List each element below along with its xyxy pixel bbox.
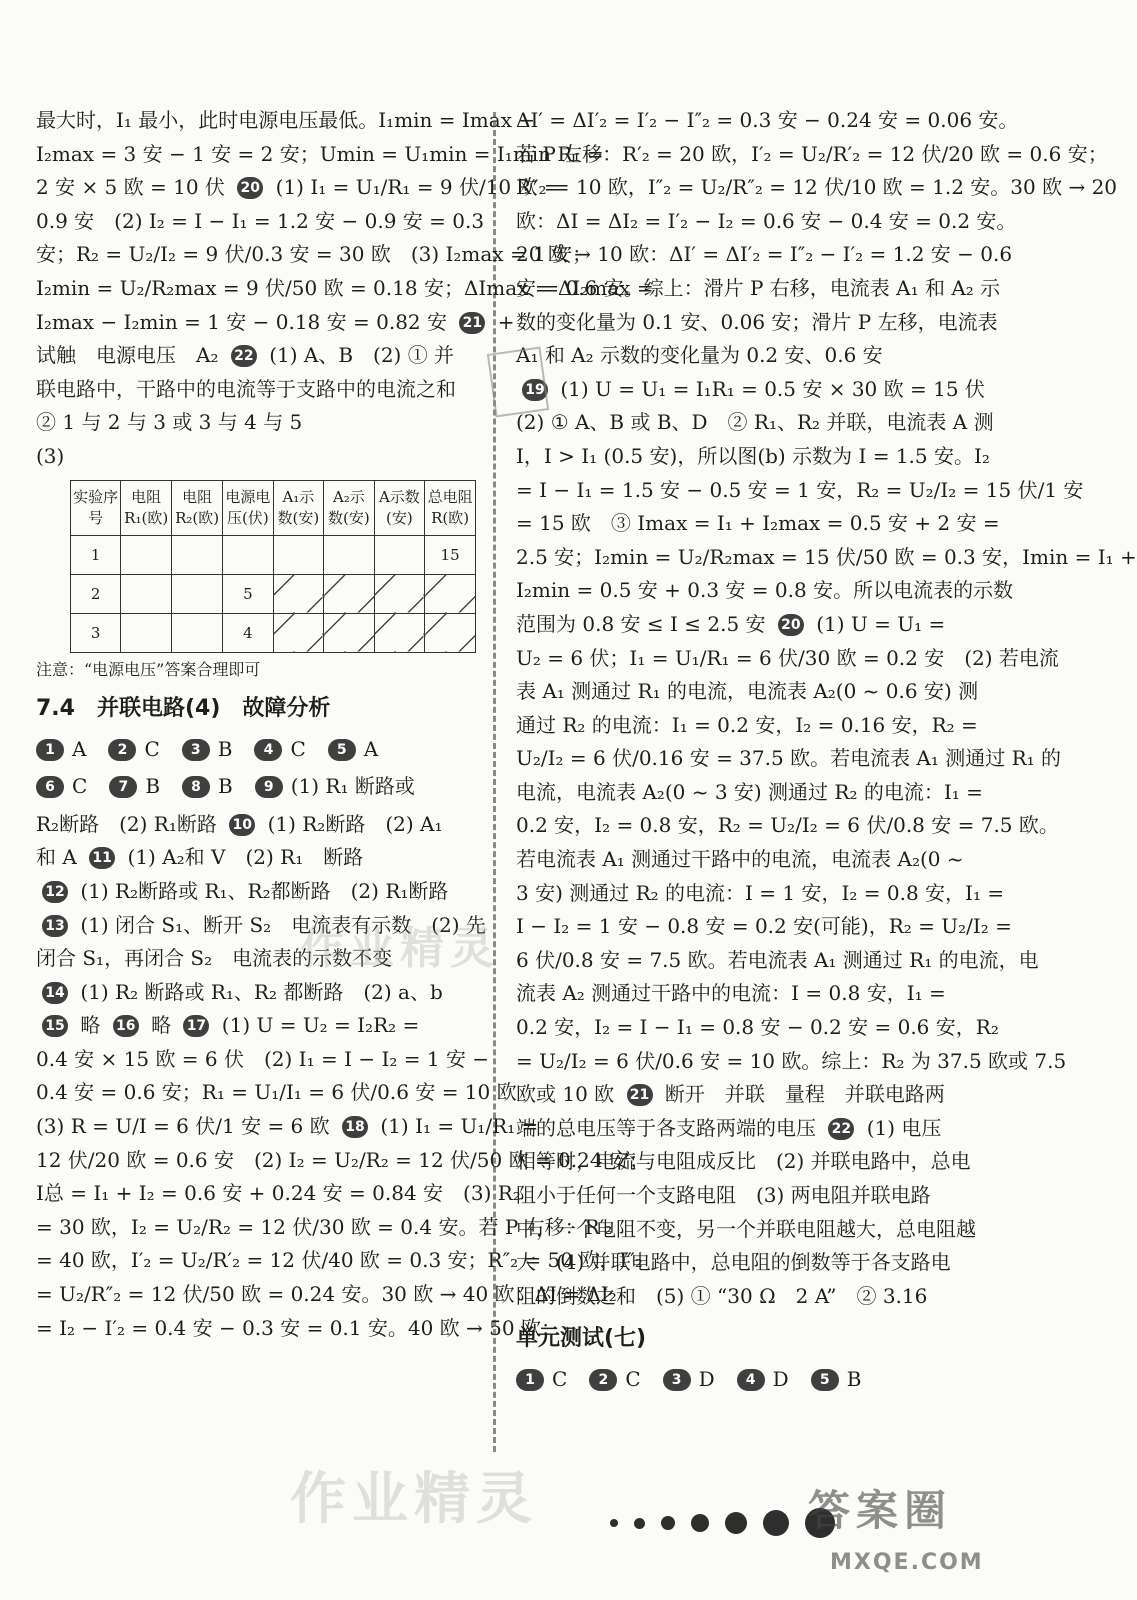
text-line: 14 (1) R₂ 断路或 R₁、R₂ 都断路 (2) a、b: [36, 976, 476, 1010]
table-cell: 5: [223, 574, 274, 613]
text-line: 相等时，电流与电阻成反比 (2) 并联电路中，总电: [516, 1149, 971, 1174]
table-cell: [121, 574, 172, 613]
table-cell: [172, 535, 223, 574]
watermark: 作业精灵: [290, 1467, 538, 1532]
table-cell: [223, 535, 274, 574]
text-line: 0.9 安 (2) I₂ = I − I₁ = 1.2 安 − 0.9 安 = 0.3: [36, 208, 485, 233]
question-number-badge: 21: [627, 1084, 653, 1106]
question-number-badge: 20: [778, 614, 804, 636]
text-line: 13 (1) 闭合 S₁、断开 S₂ 电流表有示数 (2) 先: [36, 909, 476, 943]
text-line: 欧或 10 欧 21 断开 并联 量程 并联电路两: [516, 1082, 945, 1107]
mcq-answer: 6 C: [36, 770, 87, 804]
table-cell: 15: [425, 535, 476, 574]
table-note: 注意：“电源电压”答案合理即可: [36, 659, 261, 679]
table-cell: [374, 535, 425, 574]
table-row: [71, 535, 476, 574]
question-number-badge: 19: [522, 379, 548, 401]
text-line: = 40 欧，I′₂ = U₂/R′₂ = 12 伏/40 欧 = 0.3 安；R″₂ = 50 欧，I″₂: [36, 1248, 643, 1273]
question-number-badge: 12: [42, 881, 68, 903]
hatched-cell: [425, 613, 476, 652]
text-line: I总 = I₁ + I₂ = 0.6 安 + 0.24 安 = 0.84 安 (3) R₂: [36, 1181, 521, 1206]
mcq-answer: 7 B: [109, 770, 160, 804]
section-title: 7.4 并联电路(4) 故障分析: [36, 695, 331, 721]
text-line: I，I > I₁ (0.5 安)，所以图(b) 示数为 I = 1.5 安。I₂: [516, 443, 990, 468]
question-number-badge: 13: [42, 915, 68, 937]
text-line: 阻小于任何一个支路电阻 (3) 两电阻并联电路: [516, 1183, 931, 1207]
text-line: I₂min = U₂/R₂max = 9 伏/50 欧 = 0.18 安；ΔImax = ΔI₂max =: [36, 275, 654, 300]
text-line: 2.5 安；I₂min = U₂/R₂max = 15 伏/50 欧 = 0.3 安，Imin = I₁ +: [516, 544, 1137, 569]
text-line: A₁ 和 A₂ 示数的变化量为 0.2 安、0.6 安: [516, 343, 883, 368]
mcq-answer: 3 D: [663, 1363, 715, 1397]
text-line: 0.2 安，I₂ = I − I₁ = 0.8 安 − 0.2 安 = 0.6 安，R₂: [516, 1015, 999, 1040]
hatched-cell: [374, 613, 425, 652]
table-cell: 3: [71, 613, 121, 652]
text-line: U₂ = 6 伏；I₁ = U₁/R₁ = 6 伏/30 欧 = 0.2 安 (2) 若电流: [516, 645, 1059, 670]
text-line: = 15 欧 ③ Imax = I₁ + I₂max = 0.5 安 + 2 安 =: [516, 511, 1000, 536]
text-line: U₂/I₂ = 6 伏/0.16 安 = 37.5 欧。若电流表 A₁ 测通过 R₁ 的: [516, 746, 1062, 771]
question-number-badge: 21: [459, 312, 485, 334]
text-line: 端的总电压等于各支路两端的电压 22 (1) 电压: [516, 1115, 942, 1140]
watermark-logo: 答案圈: [808, 1486, 953, 1535]
text-line: ΔI′ = ΔI′₂ = I′₂ − I″₂ = 0.3 安 − 0.24 安 = 0.06 安。: [516, 108, 1019, 132]
question-number-badge: 11: [89, 847, 115, 869]
faded-stamp: [487, 347, 549, 418]
text-line: 通过 R₂ 的电流：I₁ = 0.2 安，I₂ = 0.16 安，R₂ =: [516, 712, 978, 737]
text-line: 电流，电流表 A₂(0 ~ 3 安) 测通过 R₂ 的电流：I₁ =: [516, 779, 983, 804]
hatched-cell: [273, 574, 324, 613]
text-line: 19 (1) U = U₁ = I₁R₁ = 0.5 安 × 30 欧 = 15 伏: [516, 373, 968, 407]
table-header: 实验序号: [71, 480, 121, 535]
text-line: 12 (1) R₂断路或 R₁、R₂都断路 (2) R₁断路: [36, 875, 476, 909]
text-line: 若 P 左移：R′₂ = 20 欧，I′₂ = U₂/R′₂ = 12 伏/20 欧 = 0.6 安；: [516, 141, 1108, 166]
decorative-dots: [610, 1508, 835, 1538]
text-line: 2 安 × 5 欧 = 10 伏 20 (1) I₁ = U₁/R₁ = 9 伏/10 欧 =: [36, 175, 561, 200]
text-line: 闭合 S₁，再闭合 S₂ 电流表的示数不变: [36, 946, 393, 971]
unit-test-title: 单元测试(七): [516, 1326, 647, 1352]
dot-icon: [763, 1510, 789, 1536]
question-number-badge: 22: [231, 345, 257, 367]
text-line: 中，一个电阻不变，另一个并联电阻越大，总电阻越: [516, 1216, 976, 1241]
question-number-badge: 14: [42, 982, 68, 1004]
question-number-badge: 20: [237, 177, 263, 199]
mcq-answer: 1 C: [516, 1363, 567, 1397]
text-line: R″₂ = 10 欧，I″₂ = U₂/R″₂ = 12 伏/10 欧 = 1.2 安。30 欧 → 20: [516, 175, 1118, 200]
text-line: 0.4 安 = 0.6 安；R₁ = U₁/I₁ = 6 伏/0.6 安 = 10 欧: [36, 1080, 517, 1105]
text-line: 流表 A₂ 测通过干路中的电流：I = 0.8 安，I₁ =: [516, 981, 946, 1006]
mcq-answer: 4 D: [737, 1363, 789, 1397]
text-line: 20 欧 → 10 欧：ΔI′ = ΔI′₂ = I″₂ − I′₂ = 1.2 安 − 0.6: [516, 242, 1013, 267]
watermark: 作业精灵: [300, 923, 500, 974]
table-cell: [172, 574, 223, 613]
table-cell: 2: [71, 574, 121, 613]
table-header: A₂示数(安): [324, 480, 375, 535]
dot-icon: [661, 1516, 675, 1530]
hatched-cell: [425, 574, 476, 613]
table-header: 电源电压(伏): [223, 480, 274, 535]
text-line: I₂max − I₂min = 1 安 − 0.18 安 = 0.82 安 21 +: [36, 309, 515, 334]
mcq-answer: 5 A: [328, 733, 378, 767]
dot-icon: [691, 1514, 709, 1532]
text-line: 12 伏/20 欧 = 0.6 安 (2) I₂ = U₂/R₂ = 12 伏/50 欧 = 0.24 安；: [36, 1147, 649, 1172]
mcq-answers-row: [516, 1363, 968, 1397]
question-number-badge: 10: [229, 814, 255, 836]
text-line: I − I₂ = 1 安 − 0.8 安 = 0.2 安(可能)，R₂ = U₂/I₂ =: [516, 914, 1012, 939]
table-cell: 4: [223, 613, 274, 652]
table-cell: [273, 535, 324, 574]
text-line: = I₂ − I′₂ = 0.4 安 − 0.3 安 = 0.1 安。40 欧 → 50 欧：: [36, 1315, 561, 1340]
mcq-answer: 1 A: [36, 733, 86, 767]
text-line: (2) ① A、B 或 B、D ② R₁、R₂ 并联，电流表 A 测: [516, 410, 994, 435]
dot-icon: [634, 1518, 645, 1529]
text-line: 0.2 安，I₂ = 0.8 安，R₂ = U₂/I₂ = 6 伏/0.8 安 = 7.5 欧。: [516, 813, 1059, 838]
text-line: R₂断路 (2) R₁断路 10 (1) R₂断路 (2) A₁: [36, 811, 443, 836]
table-header: A示数(安): [374, 480, 425, 535]
text-line: 安 = 0.6 安。综上：滑片 P 右移，电流表 A₁ 和 A₂ 示: [516, 275, 1001, 300]
mcq-answer: 2 C: [108, 733, 159, 767]
mcq-answer: 8 B: [182, 770, 233, 804]
mcq-answer: 9 (1) R₁ 断路或: [255, 770, 415, 804]
text-line: 表 A₁ 测通过 R₁ 的电流，电流表 A₂(0 ~ 0.6 安) 测: [516, 679, 979, 704]
table-cell: [172, 613, 223, 652]
text-line: 15 略 16 略 17 (1) U = U₂ = I₂R₂ =: [36, 1009, 476, 1043]
table-header: A₁示数(安): [273, 480, 324, 535]
watermark-url: MXQE.COM: [830, 1550, 984, 1575]
mcq-answers-row: [36, 733, 476, 767]
text-line: I₂min = 0.5 安 + 0.3 安 = 0.8 安。所以电流表的示数: [516, 578, 1014, 603]
table-row: [71, 613, 476, 652]
text-line: = U₂/R″₂ = 12 伏/50 欧 = 0.24 安。30 欧 → 40 欧：ΔI = ΔI₂: [36, 1282, 617, 1307]
mcq-answer: 4 C: [254, 733, 305, 767]
text-line: 6 伏/0.8 安 = 7.5 欧。若电流表 A₁ 测通过 R₁ 的电流，电: [516, 947, 1039, 972]
text-line: 安；R₂ = U₂/I₂ = 9 伏/0.3 安 = 30 欧 (3) I₂max = 1 安；: [36, 242, 593, 267]
text-line: 联电路中，干路中的电流等于支路中的电流之和: [36, 376, 456, 401]
text-line: 0.4 安 × 15 欧 = 6 伏 (2) I₁ = I − I₂ = 1 安 −: [36, 1046, 490, 1071]
text-line: 试触 电源电压 A₂ 22 (1) A、B (2) ① 并: [36, 343, 455, 368]
text-line: 欧：ΔI = ΔI₂ = I′₂ − I₂ = 0.6 安 − 0.4 安 = 0.2 安。: [516, 208, 1017, 233]
text-line: 大 (4) 并联电路中，总电阻的倒数等于各支路电: [516, 1250, 951, 1275]
text-line: = U₂/I₂ = 6 伏/0.6 安 = 10 欧。综上：R₂ 为 37.5 欧或 7.5: [516, 1048, 1067, 1073]
text-line: = I − I₁ = 1.5 安 − 0.5 安 = 1 安，R₂ = U₂/I₂ = 15 伏/1 安: [516, 477, 1084, 502]
text-line: 阻的倒数之和 (5) ① “30 Ω 2 A” ② 3.16: [516, 1283, 928, 1308]
text-line: (3) R = U/I = 6 伏/1 安 = 6 欧 18 (1) I₁ = U₁/R₁ =: [36, 1114, 539, 1139]
text-line: 范围为 0.8 安 ≤ I ≤ 2.5 安 20 (1) U = U₁ =: [516, 611, 946, 636]
text-line: ② 1 与 2 与 3 或 3 与 4 与 5: [36, 410, 303, 435]
text-line: 若电流表 A₁ 测通过干路中的电流，电流表 A₂(0 ~: [516, 847, 964, 872]
table-header: 电阻R₂(欧): [172, 480, 223, 535]
table-header: 总电阻R(欧): [425, 480, 476, 535]
experiment-table: [70, 480, 476, 653]
text-line: 最大时，I₁ 最小，此时电源电压最低。I₁min = Imax −: [36, 108, 536, 132]
table-cell: [324, 535, 375, 574]
mcq-answer: 3 B: [182, 733, 233, 767]
text-line: 数的变化量为 0.1 安、0.06 安；滑片 P 左移，电流表: [516, 309, 998, 334]
text-line: 和 A 11 (1) A₂和 V (2) R₁ 断路: [36, 845, 364, 870]
hatched-cell: [324, 574, 375, 613]
dot-icon: [610, 1519, 618, 1527]
text-line: 3 安) 测通过 R₂ 的电流：I = 1 安，I₂ = 0.8 安，I₁ =: [516, 880, 1005, 905]
mcq-answer: 5 B: [811, 1363, 862, 1397]
hatched-cell: [374, 574, 425, 613]
text-line: (3): [36, 443, 65, 468]
question-number-badge: 16: [113, 1015, 139, 1037]
table-cell: 1: [71, 535, 121, 574]
dot-icon: [725, 1512, 747, 1534]
mcq-answers-row: [36, 770, 476, 804]
table-header-row: [71, 480, 476, 535]
table-cell: [121, 535, 172, 574]
question-number-badge: 15: [42, 1015, 68, 1037]
table-header: 电阻R₁(欧): [121, 480, 172, 535]
question-number-badge: 22: [828, 1118, 854, 1140]
text-line: = 30 欧，I₂ = U₂/R₂ = 12 伏/30 欧 = 0.4 安。若 P 右移：R′₂: [36, 1214, 613, 1239]
question-number-badge: 17: [183, 1015, 209, 1037]
mcq-answer: 2 C: [589, 1363, 640, 1397]
question-number-badge: 18: [342, 1116, 368, 1138]
table-cell: [121, 613, 172, 652]
right-column: [516, 104, 1137, 1401]
hatched-cell: [324, 613, 375, 652]
table-row: [71, 574, 476, 613]
hatched-cell: [273, 613, 324, 652]
text-line: I₂max = 3 安 − 1 安 = 2 安；Umin = U₁min = I₁min R₁ =: [36, 141, 604, 166]
